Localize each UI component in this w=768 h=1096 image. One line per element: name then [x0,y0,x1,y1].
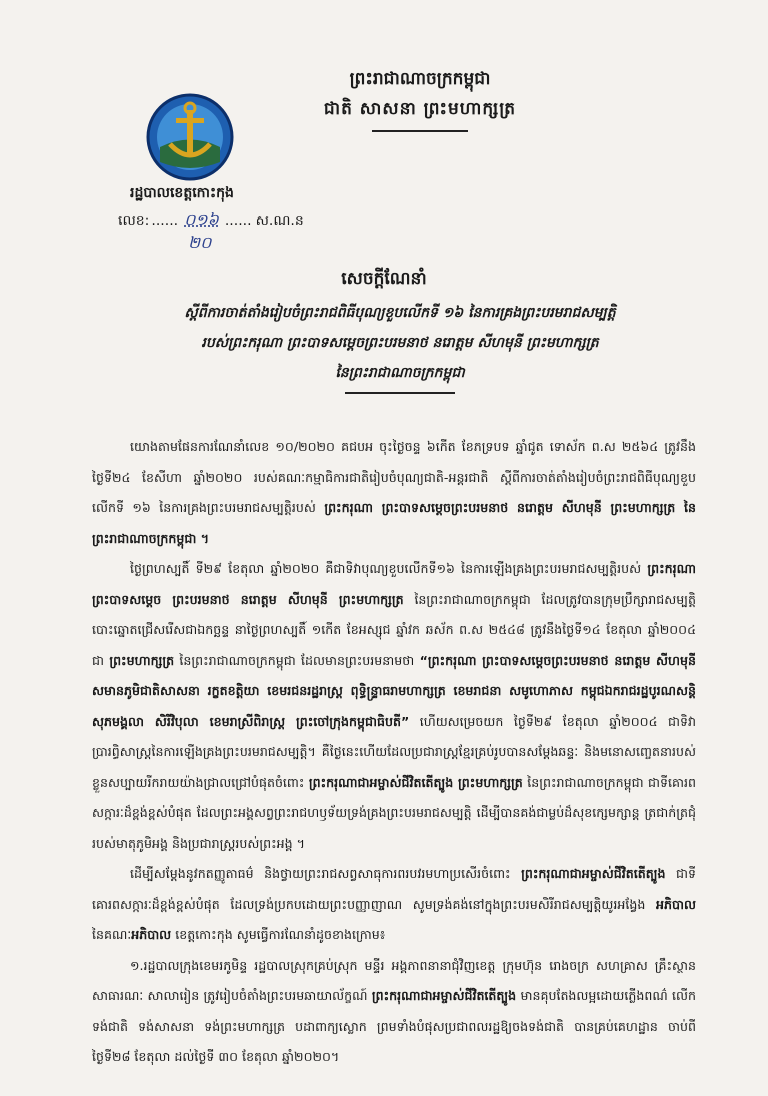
p2-text-c: នៃព្រះរាជាណាចក្រកម្ពុជា ដែលមានព្រះបរមនាមថា [179,652,415,668]
subject-line-2: របស់ព្រះករុណា ព្រះបាទសម្តេចព្រះបរមនាថ នរោត្តម សីហមុនី ព្រះមហាក្សត្រ [201,335,599,351]
ref-dots-right: ...... [224,213,252,229]
paragraph-1 [92,432,696,554]
p3-bold-1: ព្រះករុណាជាអម្ចាស់ជីវិតតើត្បូង [521,866,666,881]
p3-bold-2: អភិបាល [656,896,696,912]
header-divider [372,130,468,132]
document-title: សេចក្តីណែនាំ [341,269,427,289]
paragraph-2 [92,554,696,859]
p2-text-d: ហើយសម្រេចយក ថ្ងៃទី២៩ ខែតុលា ឆ្នាំ២០០៤ ជាទិវាប្រារព្ធិសាស្ត្រនៃការឡើងគ្រងព្រះបរមរាជសម្បត្តិ។ គឺថ្ងៃនេះហើយដែលប្រជារាស្ត្រខ្មែរគ្រប់រូបបានសម្តែងឆន្ទៈ និងមនោសញ្ចេតនារបស់ខ្លួនសប្បាយរីករាយយ៉ាងជ្រាលជ្រៅបំផុតចំពោះ [92,713,696,790]
p2-bold-2: ព្រះមហាក្សត្រ [109,652,175,668]
p4-bold-1: ព្រះករុណាជាអម្ចាស់ជីវិតតើត្បូង [371,988,517,1003]
p1-text: យោងតាមផែនការណែនាំលេខ ១០/២០២០ គជបអ ចុះថ្ងៃចន្ទ ៦កើត ខែភទ្របទ ឆ្នាំជូត ទោស័ក ព.ស ២៥៦៤ ត្រូវនឹងថ្ងៃទី២៤ ខែសីហា ឆ្នាំ២០២០ របស់គណៈកម្មាធិការជាតិរៀបចំបុណ្យជាតិ-អន្តរជាតិ ស្តីពីការចាត់តាំងរៀបចំព្រះរាជពិធីបុណ្យខួបលើកទី ១៦ នៃការគ្រងព្រះបរមរាជសម្បត្តិរបស់ [92,439,696,515]
document-subject [120,298,680,394]
p2-bold-4: ព្រះករុណាជាអម្ចាស់ជីវិតតើត្បូង ព្រះមហាក្សត្រ [308,774,523,790]
p1-bold: ព្រះករុណា ព្រះបាទសម្តេចព្រះបរមនាថ នរោត្តម សីហមុនី ព្រះមហាក្សត្រ នៃព្រះរាជាណាចក្រកម្ពុជា ។ [92,500,696,546]
p2-bold-3: “ព្រះករុណា ព្រះបាទសម្តេចព្រះបរមនាថ នរោត្តម សីហមុនី សមានភូមិជាតិសាសនា រក្ខតខត្តិយា ខេមរជនរដ្ឋរាស្ត្រ ពុទ្ធិន្ទ្រាធរាមហាក្សត្រ ខេមរាជនា សមូហោភាស កម្ពុជឯករាជរដ្ឋបូរណសន្តិ សុភមង្គលា សិរីវិបុលា ខេមរាស្រីពិរាស្ត្រ ព្រះចៅក្រុងកម្ពុជាធិបតី” [92,652,696,729]
provincial-seal-logo [142,92,238,182]
p2-text-e: នៃព្រះរាជាណាចក្រកម្ពុជា ជាទីគោរពសក្ការៈដ៏ខ្ពង់ខ្ពស់បំផុត ដែលព្រះអង្គសព្វព្រះរាជហឫទ័យទ្រង់គ្រងព្រះបរមរាជសម្បត្តិ ដើម្បីបានគង់ជាម្លប់ដ៏សុខក្សេមក្សាន្ត ត្រជាក់ត្រជុំរបស់មាតុភូមិអង្គ និងប្រជារាស្ត្ររបស់ព្រះអង្គ ។ [92,774,696,851]
p3-text-b: ជាទីគោរពសក្ការៈដ៏ខ្ពង់ខ្ពស់បំផុត ដែលទ្រង់ប្រកបដោយព្រះបញ្ញាញាណ សូមទ្រង់គង់នៅក្នុងព្រះបរមសិរីរាជសម្បត្តិយូរអង្វែង [92,866,696,912]
paragraph-4 [92,951,696,1073]
ref-dots-left: ...... [151,213,179,229]
kingdom-header [290,64,550,132]
p2-text-b: នៃព្រះរាជាណាចក្រកម្ពុជា ដែលត្រូវបានក្រុមប្រឹក្សារាជសម្បត្តិបោះឆ្នោតជ្រើសរើសជាឯកច្ឆន្ទ នាថ្ងៃព្រហស្បតិ៍ ១កើត ខែអស្សុជ ឆ្នាំវក ឆស័ក ព.ស ២៥៤៨ ត្រូវនឹងថ្ងៃទី១៤ ខែតុលា ឆ្នាំ២០០៤ ជា [92,591,696,668]
p2-text-a: ថ្ងៃព្រហស្បតិ៍ ទី២៩ ខែតុលា ឆ្នាំ២០២០ គឺជាទិវាបុណ្យខួបលើកទី១៦ នៃការឡើងគ្រងព្រះបរមរាជសម្បត្តិរបស់ [130,561,642,576]
subject-divider [345,392,455,394]
national-motto: ជាតិ សាសនា ព្រះមហាក្សត្រ [323,99,517,119]
reference-number [118,209,304,233]
document-body [92,432,696,1073]
p3-text-c: នៃគណៈ [92,927,132,942]
p2-bold-1: ព្រះករុណាព្រះបាទសម្តេច ព្រះបរមនាថ នរោត្តម សីហមុនី ព្រះមហាក្សត្រ [92,561,696,607]
ref-suffix: ស.ណ.ន [255,213,304,229]
ref-number-handwritten: ០១៦ [184,210,219,229]
kingdom-name: ព្រះរាជាណាចក្រកម្ពុជា [349,69,491,89]
paragraph-3 [92,859,696,951]
p3-text-a: ដើម្បីសម្តែងនូវកតញ្ញូតាធម៌ និងថ្វាយព្រះរាជសព្វសាធុការពរបវរមហាប្រសើរចំពោះ [130,866,511,881]
p4-text-a: ១.រដ្ឋបាលក្រុងខេមរភូមិន្ទ រដ្ឋបាលស្រុកគ្រប់ស្រុក មន្ទីរ អង្គភាពនានាជុំវិញខេត្ត ក្រុមហ៊ុន រោងចក្រ សហគ្រាស គ្រឹះស្ថានសាធារណៈ សាលារៀន ត្រូវរៀបចំតាំងព្រះបរមឆាយាល័ក្ខណ៍ [92,957,696,1003]
p4-text-b: មានគុបតែងលម្អដោយភ្លើងពណ៌ លើកទង់ជាតិ ទង់សាសនា ទង់ព្រះមហាក្សត្រ បដាពាក្យស្លោក ព្រមទាំងបំផុសប្រជាពលរដ្ឋឱ្យចងទង់ជាតិ បានគ្រប់គេហដ្ឋាន ចាប់ពី ថ្ងៃទី២៨ ខែតុលា ដល់ថ្ងៃទី ៣០ ខែតុលា ឆ្នាំ២០២០។ [92,988,697,1064]
ref-label: លេខ: [118,213,150,229]
subject-line-3: នៃព្រះរាជាណាចក្រកម្ពុជា [335,365,465,381]
p3-bold-3: អភិបាល [131,927,172,942]
issuing-authority: រដ្ឋបាលខេត្តកោះកុង [130,185,234,201]
ref-year-handwritten: ២០ [188,233,212,252]
subject-line-1: ស្តីពីការចាត់តាំងរៀបចំព្រះរាជពិធីបុណ្យខួបលើកទី ១៦ នៃការគ្រងព្រះបរមរាជសម្បត្តិ [184,305,616,321]
p3-text-d: ខេត្តកោះកុង សូមធ្វើការណែនាំដូចខាងក្រោម៖ [175,927,386,942]
